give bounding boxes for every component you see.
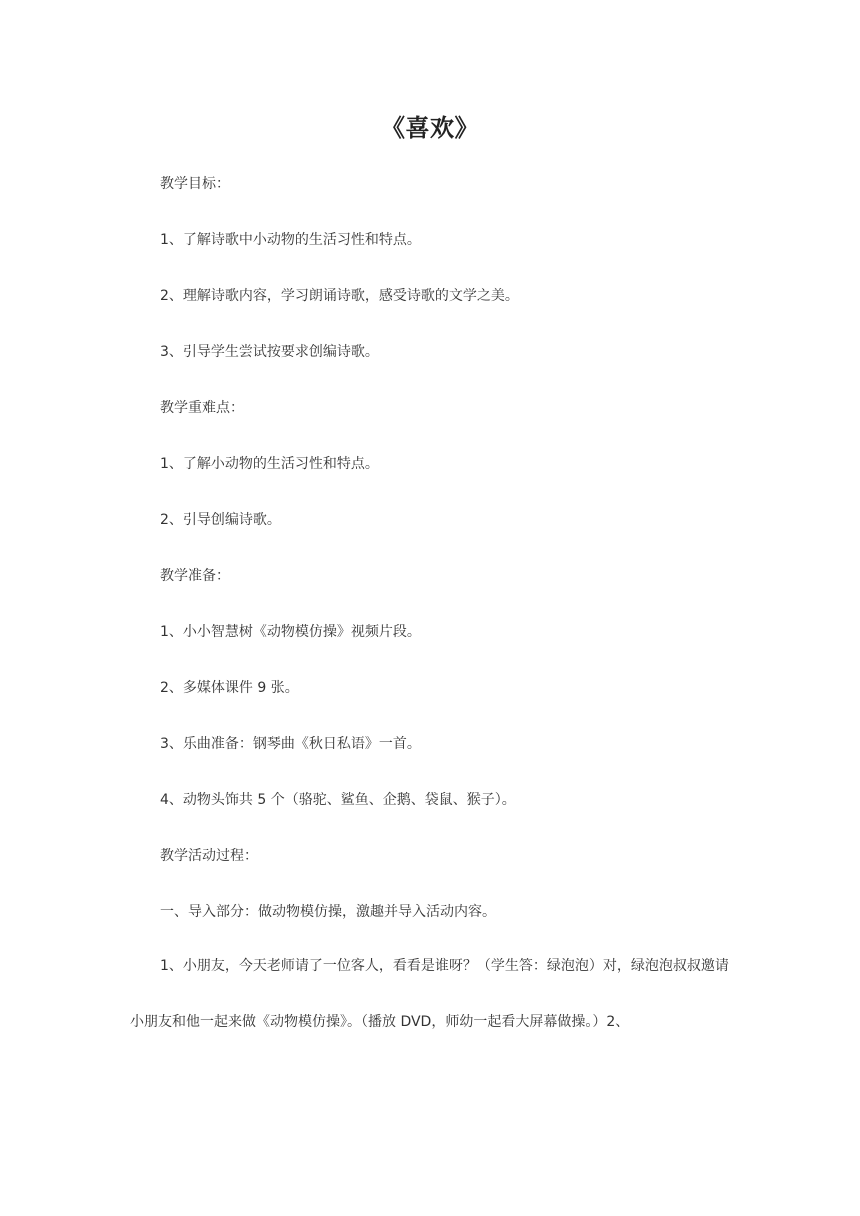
preparation-item: 3、乐曲准备：钢琴曲《秋日私语》一首。	[160, 736, 421, 752]
section-heading-preparation: 教学准备：	[160, 568, 230, 584]
key-point-item: 1、了解小动物的生活习性和特点。	[160, 456, 379, 472]
process-paragraph: 1、小朋友，今天老师请了一位客人，看看是谁呀？（学生答：绿泡泡）对，绿泡泡叔叔邀请小朋友和他一起来做《动物模仿操》。（播放 DVD，师幼一起看大屏幕做操。）2、	[130, 958, 729, 1030]
objective-item: 1、了解诗歌中小动物的生活习性和特点。	[160, 232, 421, 248]
objective-item: 2、理解诗歌内容，学习朗诵诗歌，感受诗歌的文学之美。	[160, 288, 519, 304]
objective-item: 3、引导学生尝试按要求创编诗歌。	[160, 344, 379, 360]
key-point-item: 2、引导创编诗歌。	[160, 512, 281, 528]
section-heading-objectives: 教学目标：	[160, 176, 230, 192]
preparation-item: 2、多媒体课件 9 张。	[160, 680, 299, 696]
preparation-item: 4、动物头饰共 5 个（骆驼、鲨鱼、企鹅、袋鼠、猴子）。	[160, 792, 516, 808]
document-title: 《喜欢》	[381, 114, 479, 142]
process-step-heading: 一、导入部分：做动物模仿操，激趣并导入活动内容。	[160, 904, 496, 920]
preparation-item: 1、小小智慧树《动物模仿操》视频片段。	[160, 624, 421, 640]
section-heading-key-points: 教学重难点：	[160, 400, 244, 416]
section-heading-process: 教学活动过程：	[160, 848, 258, 864]
